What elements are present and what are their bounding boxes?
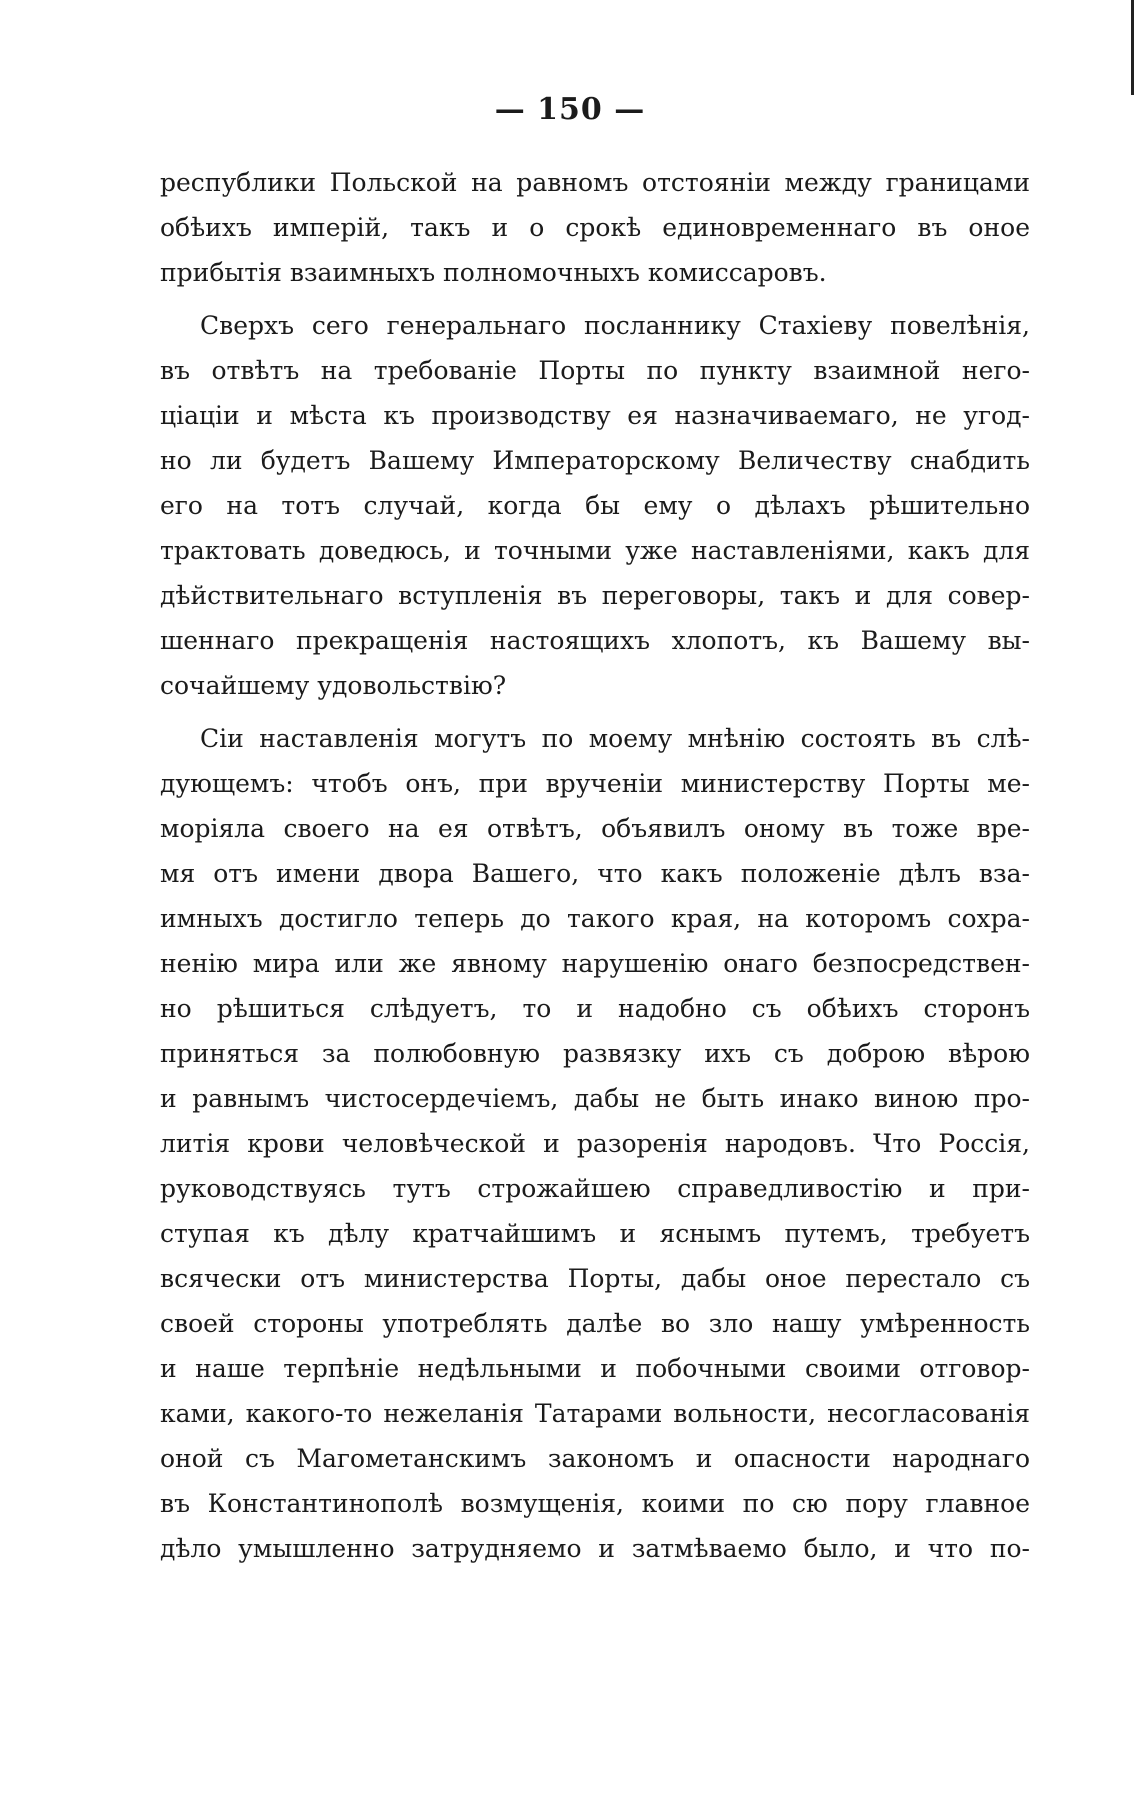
text-line: но ли будетъ Вашему Императорскому Величеству снабдить xyxy=(160,446,1030,475)
text-line: ненію мира или же явному нарушенію онаго безпосредствен- xyxy=(160,949,1030,978)
text-line: въ Константинополѣ возмущенія, коими по сю пору главное xyxy=(160,1489,1030,1518)
text-line: прибытія взаимныхъ полномочныхъ комиссаровъ. xyxy=(160,258,827,287)
body-text xyxy=(160,160,1030,1571)
text-line: и равнымъ чистосердечіемъ, дабы не быть инако виною про- xyxy=(160,1084,1030,1113)
text-line: ступая къ дѣлу кратчайшимъ и яснымъ путемъ, требуетъ xyxy=(160,1219,1030,1248)
text-line: республики Польской на равномъ отстояніи между границами xyxy=(160,168,1030,197)
text-line: дующемъ: чтобъ онъ, при врученіи министерству Порты ме- xyxy=(160,769,1030,798)
text-line: въ отвѣтъ на требованіе Порты по пункту взаимной него- xyxy=(160,356,1030,385)
text-line: Сіи наставленія могутъ по моему мнѣнію состоять въ слѣ- xyxy=(200,724,1030,753)
text-line: сочайшему удовольствію? xyxy=(160,671,507,700)
text-line: ками, какого-то нежеланія Татарами вольности, несогласованія xyxy=(160,1399,1030,1428)
text-line: Сверхъ сего генеральнаго посланнику Стахіеву повелѣнія, xyxy=(200,311,1030,340)
text-line: приняться за полюбовную развязку ихъ съ доброю вѣрою xyxy=(160,1039,1030,1068)
text-line: моріяла своего на ея отвѣтъ, объявилъ оному въ тоже вре- xyxy=(160,814,1030,843)
text-line: всячески отъ министерства Порты, дабы оное перестало съ xyxy=(160,1264,1030,1293)
text-line: его на тотъ случай, когда бы ему о дѣлахъ рѣшительно xyxy=(160,491,1030,520)
text-line: руководствуясь тутъ строжайшею справедливостію и при- xyxy=(160,1174,1030,1203)
text-line: обѣихъ имперій, такъ и о срокѣ единовременнаго въ оное xyxy=(160,213,1030,242)
text-line: своей стороны употреблять далѣе во зло нашу умѣренность xyxy=(160,1309,1030,1338)
text-line: оной съ Магометанскимъ закономъ и опасности народнаго xyxy=(160,1444,1030,1473)
text-line: шеннаго прекращенія настоящихъ хлопотъ, къ Вашему вы- xyxy=(160,626,1030,655)
text-line: дѣло умышленно затрудняемо и затмѣваемо было, и что по- xyxy=(160,1534,1030,1563)
text-line: литія крови человѣческой и разоренія народовъ. Что Россія, xyxy=(160,1129,1030,1158)
text-line: ціаціи и мѣста къ производству ея назначиваемаго, не угод- xyxy=(160,401,1030,430)
page-number: — 150 — xyxy=(494,92,646,127)
text-line: и наше терпѣніе недѣльными и побочными своими отговор- xyxy=(160,1354,1030,1383)
page-edge-line xyxy=(1131,0,1134,95)
text-line: мя отъ имени двора Вашего, что какъ положеніе дѣлъ вза- xyxy=(160,859,1030,888)
text-line: имныхъ достигло теперь до такого края, на которомъ сохра- xyxy=(160,904,1030,933)
text-line: трактовать доведюсь, и точными уже наставленіями, какъ для xyxy=(160,536,1030,565)
text-line: но рѣшиться слѣдуетъ, то и надобно съ обѣихъ сторонъ xyxy=(160,994,1030,1023)
text-line: дѣйствительнаго вступленія въ переговоры, такъ и для совер- xyxy=(160,581,1030,610)
